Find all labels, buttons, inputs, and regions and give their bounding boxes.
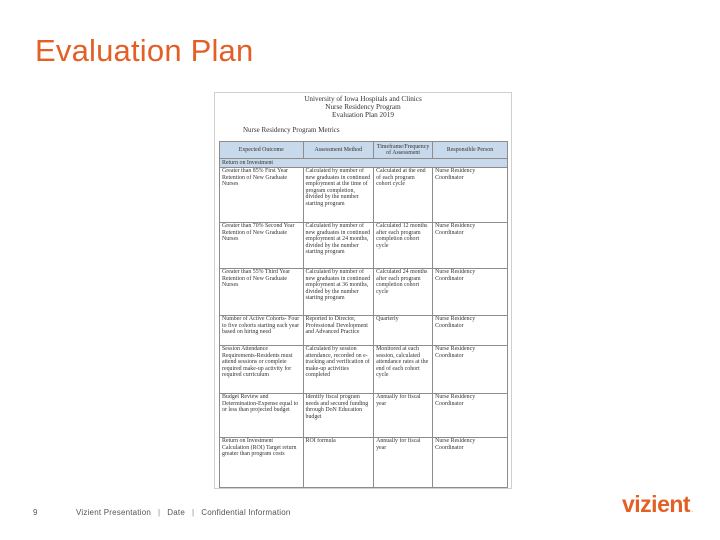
- table-cell: Reported to Director, Professional Development and Advanced Practice: [303, 315, 374, 345]
- table-cell: Calculated 12 months after each program completion cohort cycle: [374, 222, 433, 268]
- table-cell: Nurse Residency Coordinator: [433, 222, 508, 268]
- footer-presentation: Vizient Presentation: [76, 508, 152, 517]
- table-cell: Session Attendance Requirements-Residents must attend sessions or complete required make-up activity for required curriculum: [220, 345, 304, 393]
- table-cell: Nurse Residency Coordinator: [433, 393, 508, 437]
- footer-separator: |: [192, 508, 195, 517]
- column-header: Responsible Person: [433, 142, 508, 159]
- table-row: [220, 222, 508, 268]
- table-header-row: [220, 142, 508, 159]
- footer-confidential: Confidential Information: [201, 508, 291, 517]
- footer-separator: |: [158, 508, 161, 517]
- table-cell: ROI formula: [303, 437, 374, 487]
- table-cell: Calculated by number of new graduates in continued employment at 24 months, divided by the number starting program: [303, 222, 374, 268]
- table-cell: Number of Active Cohorts- Four to five cohorts starting each year based on hiring need: [220, 315, 304, 345]
- table-cell: Identify fiscal program needs and secured funding through DoN Education budget: [303, 393, 374, 437]
- table-row: [220, 345, 508, 393]
- table-cell: Greater than 55% Third Year Retention of New Graduate Nurses: [220, 268, 304, 315]
- table-cell: Budget Review and Determination-Expense equal to or less than projected budget: [220, 393, 304, 437]
- table-row: [220, 315, 508, 345]
- table-row: [220, 437, 508, 487]
- table-cell: Return on Investment Calculation (ROI) Target return greater than program costs: [220, 437, 304, 487]
- column-header: Expected Outcome: [220, 142, 304, 159]
- table-cell: Nurse Residency Coordinator: [433, 268, 508, 315]
- metrics-table: [219, 141, 508, 488]
- vizient-logo: [622, 491, 693, 518]
- table-cell: Calculated at the end of each program cohort cycle: [374, 167, 433, 222]
- column-header: Assessment Method: [303, 142, 374, 159]
- document-header-line: Evaluation Plan 2019: [332, 111, 394, 120]
- logo-text: vizient: [622, 491, 691, 517]
- table-cell: Nurse Residency Coordinator: [433, 315, 508, 345]
- table-cell: Greater than 85% First Year Retention of New Graduate Nurses: [220, 167, 304, 222]
- table-cell: Calculated by number of new graduates in continued employment at the time of program completion, divided by the number starting program: [303, 167, 374, 222]
- slide-title: Evaluation Plan: [35, 33, 254, 68]
- document-header: [215, 95, 511, 120]
- logo-mark: .: [691, 507, 693, 514]
- table-cell: Calculated by number of new graduates in continued employment at 36 months, divided by the number starting program: [303, 268, 374, 315]
- embedded-document: [214, 92, 512, 489]
- footer-date: Date: [167, 508, 185, 517]
- table-row: [220, 393, 508, 437]
- section-label: Return on Investment: [220, 159, 508, 168]
- table-cell: Nurse Residency Coordinator: [433, 437, 508, 487]
- page-number: 9: [33, 508, 38, 517]
- document-subtitle: Nurse Residency Program Metrics: [243, 126, 340, 134]
- table-row: [220, 268, 508, 315]
- table-cell: Nurse Residency Coordinator: [433, 345, 508, 393]
- table-cell: Monitored at each session, calculated attendance rates at the end of each cohort cycle: [374, 345, 433, 393]
- document-header-line: University of Iowa Hospitals and Clinics: [304, 95, 422, 103]
- table-cell: Calculated by session attendance, recorded on e-tracking and verification of make-up activities completed: [303, 345, 374, 393]
- footer: [76, 508, 291, 517]
- document-header-line: Nurse Residency Program: [325, 103, 401, 112]
- table-row: [220, 167, 508, 222]
- table-cell: Nurse Residency Coordinator: [433, 167, 508, 222]
- section-row: [220, 159, 508, 168]
- table-cell: Annually for fiscal year: [374, 393, 433, 437]
- table-cell: Calculated 24 months after each program completion cohort cycle: [374, 268, 433, 315]
- table-cell: Greater than 70% Second Year Retention of New Graduate Nurses: [220, 222, 304, 268]
- column-header: Timeframe/Frequency of Assessment: [374, 142, 433, 159]
- table-cell: Quarterly: [374, 315, 433, 345]
- table-cell: Annually for fiscal year: [374, 437, 433, 487]
